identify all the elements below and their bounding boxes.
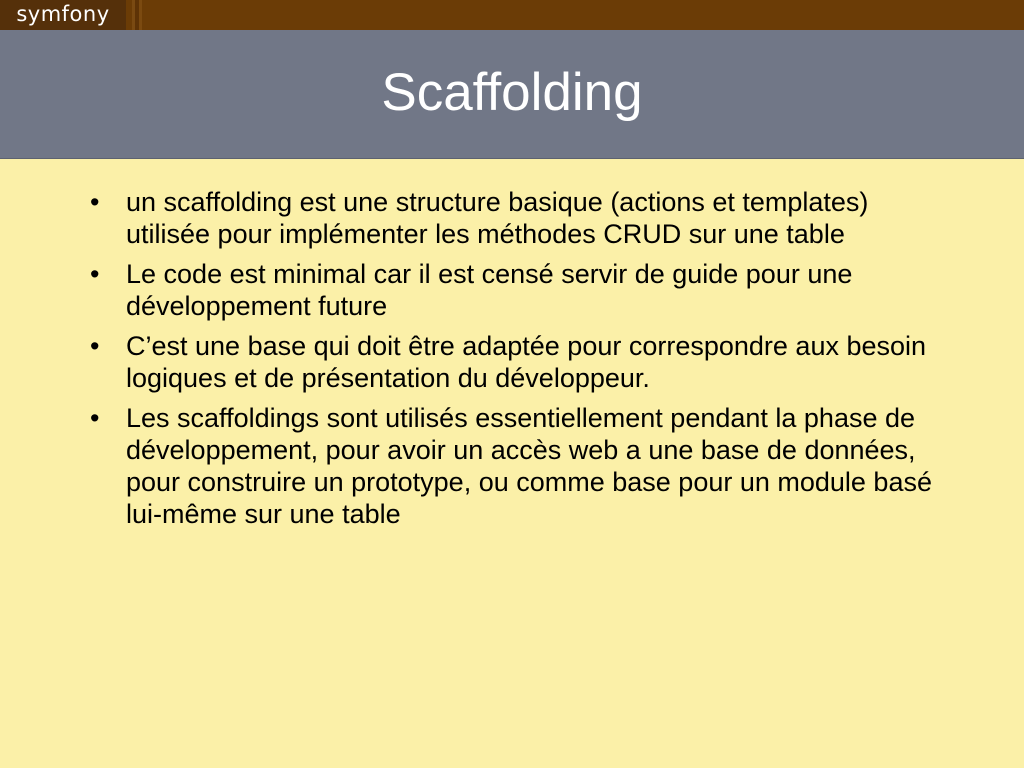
- symfony-logo: [0, 0, 126, 30]
- bullet-list: [90, 186, 940, 538]
- bullet-item: [90, 330, 940, 394]
- bullet-icon: •: [90, 403, 100, 433]
- bullet-text: Les scaffoldings sont utilisés essentiellement pendant la phase de développement, pour avoir un accès web a une base de données, pour construire un prototype, ou comme base pour un module basé lui-même sur une table: [126, 403, 932, 529]
- title-bar: [0, 30, 1024, 159]
- bullet-item: [90, 258, 940, 322]
- stripe: [142, 0, 150, 30]
- bullet-text: un scaffolding est une structure basique (actions et templates) utilisée pour implémenter les méthodes CRUD sur une table: [126, 187, 869, 249]
- slide-title: Scaffolding: [381, 62, 643, 122]
- decorative-stripes: [126, 0, 150, 30]
- bullet-item: [90, 186, 940, 250]
- bullet-item: [90, 402, 940, 530]
- bullet-icon: •: [90, 187, 100, 217]
- bullet-text: Le code est minimal car il est censé servir de guide pour une développement future: [126, 259, 853, 321]
- brand-text: symfony: [16, 1, 110, 26]
- top-bar: [0, 0, 1024, 30]
- bullet-icon: •: [90, 259, 100, 289]
- bullet-text: C’est une base qui doit être adaptée pour correspondre aux besoin logiques et de présentation du développeur.: [126, 331, 927, 393]
- bullet-icon: •: [90, 331, 100, 361]
- slide-body: [0, 159, 1024, 768]
